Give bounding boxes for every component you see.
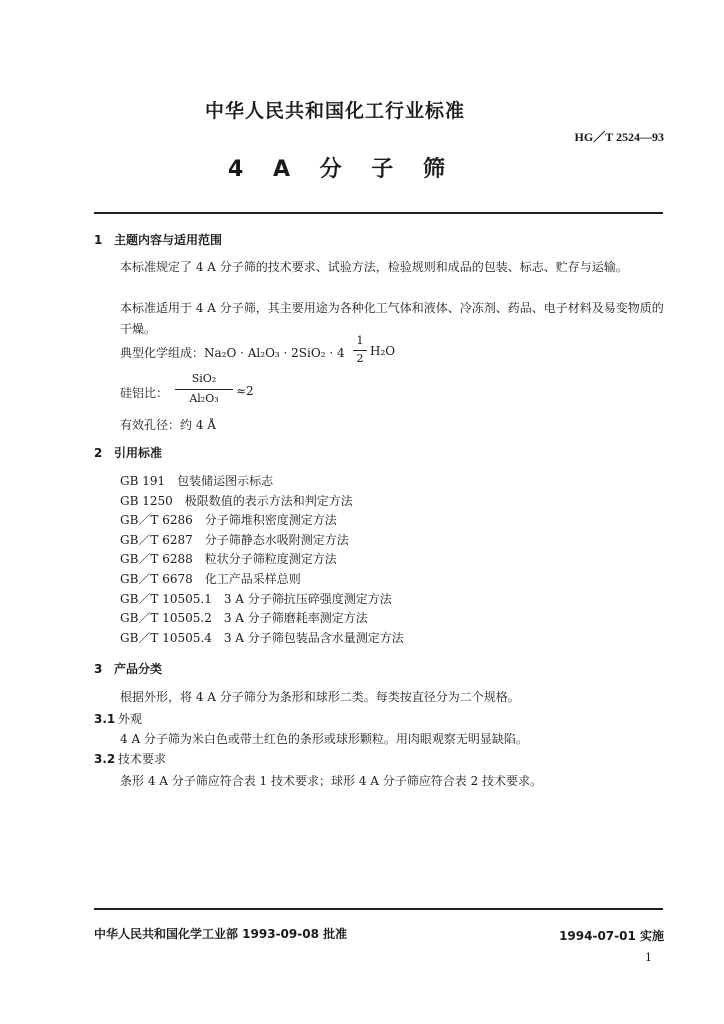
composition-label: 典型化学组成：	[120, 346, 205, 360]
top-divider	[94, 212, 663, 214]
section-1-heading	[94, 231, 222, 248]
section-3-heading	[94, 660, 162, 677]
reference-title: 3 A 分子筛磨耗率测定方法	[223, 611, 368, 626]
reference-item	[120, 550, 337, 567]
reference-item	[120, 570, 301, 587]
subsection-number: 3.2	[94, 752, 116, 766]
document-title: 4 A 分 子 筛	[228, 157, 445, 182]
paragraph-text: 本标准适用于 4 A 分子筛，其主要用途为各种化工气体和液体、冷冻剂、药品、电子材料及易变物质的干燥。	[120, 301, 664, 336]
section-number: 2	[94, 446, 103, 460]
composition-fraction-denominator: 2	[356, 352, 364, 365]
composition-fraction-numerator: 1	[356, 334, 364, 347]
page-number: 1	[645, 951, 652, 964]
reference-title: 粒状分子筛粒度测定方法	[204, 552, 337, 567]
reference-item	[120, 511, 337, 528]
subsection-title: 技术要求	[118, 752, 167, 766]
section-title: 产品分类	[114, 662, 163, 676]
pore-value: 约 4 Å	[180, 418, 216, 432]
reference-code: GB／T 10505.4	[120, 630, 212, 645]
pore-label: 有效孔径：	[120, 418, 181, 432]
approval-line: 中华人民共和国化学工业部 1993-09-08 批准	[94, 927, 348, 941]
reference-title: 3 A 分子筛包装品含水量测定方法	[223, 630, 404, 645]
section-title: 主题内容与适用范围	[114, 233, 223, 247]
reference-code: GB／T 6286	[120, 513, 193, 528]
reference-item	[120, 629, 404, 646]
subsection-number: 3.1	[94, 712, 116, 726]
ratio-label: 硅铝比：	[120, 386, 169, 400]
section-number: 3	[94, 662, 103, 676]
reference-code: GB／T 6678	[120, 572, 193, 586]
ratio-numerator: SiO₂	[191, 372, 217, 385]
reference-item	[120, 472, 273, 489]
ratio-value: ≈2	[236, 384, 254, 398]
reference-code: GB 191	[120, 474, 166, 488]
reference-item	[120, 492, 353, 509]
reference-item	[120, 590, 392, 607]
standard-title: 中华人民共和国化工行业标准	[205, 100, 466, 122]
reference-code: GB／T 6288	[120, 552, 193, 567]
section-1-paragraph-2	[120, 298, 665, 340]
section-title: 引用标准	[114, 446, 163, 460]
implementation-date: 1994-07-01 实施	[559, 929, 664, 943]
ratio-denominator: Al₂O₃	[189, 392, 219, 405]
subsection-3-1-text: 4 A 分子筛为米白色或带土红色的条形或球形颗粒。用肉眼观察无明显缺陷。	[120, 732, 528, 746]
subsection-3-2-text: 条形 4 A 分子筛应符合表 1 技术要求；球形 4 A 分子筛应符合表 2 技术要求。	[120, 774, 543, 788]
composition-line	[120, 344, 345, 361]
subsection-title: 外观	[118, 712, 143, 726]
reference-code: GB 1250	[120, 493, 173, 508]
reference-item	[120, 609, 368, 626]
reference-item	[120, 531, 349, 548]
section-2-heading	[94, 444, 162, 461]
subsection-3-1-heading	[94, 710, 142, 727]
reference-title: 极限数值的表示方法和判定方法	[184, 493, 353, 508]
bottom-divider	[94, 908, 663, 910]
reference-code: GB／T 10505.1	[120, 591, 212, 606]
composition-formula: Na₂O · Al₂O₃ · 2SiO₂ · 4	[204, 346, 345, 360]
reference-code: GB／T 6287	[120, 532, 193, 547]
reference-title: 包装储运图示标志	[177, 474, 274, 488]
composition-tail: H₂O	[370, 344, 396, 358]
section-3-paragraph: 根据外形，将 4 A 分子筛分为条形和球形二类。每类按直径分为二个规格。	[120, 690, 520, 704]
ratio-fraction-bar	[175, 389, 233, 390]
reference-code: GB／T 10505.2	[120, 611, 212, 626]
reference-title: 分子筛静态水吸附测定方法	[204, 532, 349, 547]
reference-title: 3 A 分子筛抗压碎强度测定方法	[223, 591, 392, 606]
reference-title: 化工产品采样总则	[204, 572, 301, 586]
section-1-paragraph-1	[120, 257, 665, 278]
section-number: 1	[94, 233, 103, 247]
paragraph-text: 本标准规定了 4 A 分子筛的技术要求、试验方法，检验规则和成品的包装、标志、贮存与运输。	[120, 260, 628, 274]
reference-title: 分子筛堆积密度测定方法	[204, 513, 337, 528]
pore-line	[120, 416, 216, 433]
composition-fraction-bar	[353, 350, 367, 351]
standard-code: HG／T 2524—93	[574, 130, 664, 144]
subsection-3-2-heading	[94, 750, 166, 767]
